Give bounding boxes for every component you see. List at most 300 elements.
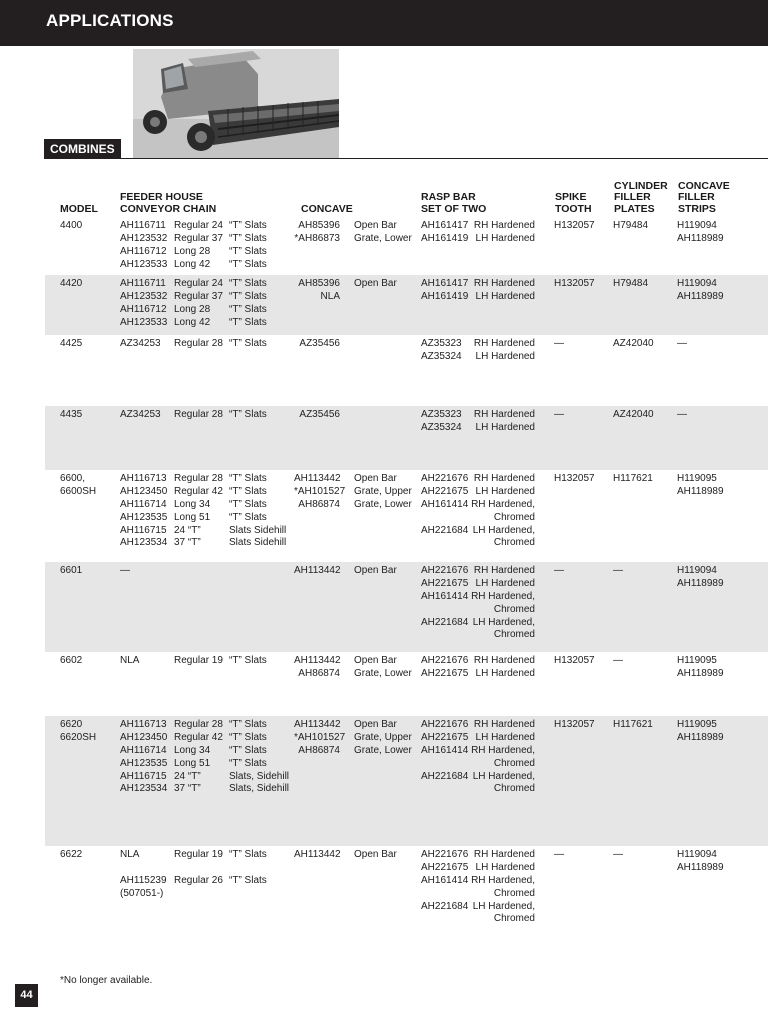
cell-line: Chromed (493, 603, 535, 615)
header-bar (0, 0, 768, 46)
cell-line: AH85396 (298, 278, 340, 289)
cell-line: 6602 (60, 655, 83, 666)
cell-concave-part (294, 849, 340, 862)
cell-line: AH115239 (120, 874, 167, 886)
cell-model (60, 338, 82, 351)
cell-line: Regular 42 (174, 485, 223, 497)
cell-line: Open Bar (354, 473, 397, 484)
cell-line: AH161414 (421, 744, 469, 756)
cell-line: AH123535 (120, 757, 168, 769)
cell-line: 6601 (60, 565, 83, 576)
cell-line (421, 629, 468, 642)
cell-line: Regular 24 (174, 278, 223, 289)
col-feeder-house: FEEDER HOUSE CONVEYOR CHAIN (120, 191, 217, 215)
cell-rasp-part (421, 849, 468, 926)
cell-line: Open Bar (354, 655, 397, 666)
cell-line: LH Hardened (475, 290, 535, 302)
cell-line: *AH86873 (294, 232, 340, 244)
cell-line: “T” Slats (229, 757, 267, 769)
cell-line (421, 512, 468, 525)
cell-feeder-part (120, 473, 167, 550)
cell-line: AH221676 (421, 719, 469, 730)
cell-line: AH161419 (421, 290, 469, 302)
footnote: *No longer available. (60, 975, 153, 986)
cell-line (421, 758, 468, 771)
cell-spike (554, 278, 595, 291)
cell-model (60, 565, 82, 578)
cell-line (229, 862, 267, 875)
cell-line: H119095 (677, 473, 717, 484)
cell-line: — (120, 565, 130, 576)
cell-line: Slats, Sidehill (229, 783, 290, 795)
cell-line: RH Hardened (473, 655, 535, 666)
cell-line: AH116712 (120, 303, 167, 315)
cell-line: Grate, Lower (354, 744, 412, 756)
cell-feeder-slat (229, 849, 267, 901)
page-number: 44 (15, 984, 38, 1007)
cell-line: “T” Slats (229, 744, 267, 756)
cell-line: — (554, 849, 564, 860)
cell-line: AH221684 (421, 616, 469, 628)
cell-line: “T” Slats (229, 874, 267, 886)
cell-line: Long 42 (174, 258, 211, 270)
cell-spike (554, 220, 595, 233)
cell-rasp-part (421, 409, 462, 435)
cell-spike (554, 473, 595, 486)
cell-line: RH Hardened (473, 473, 535, 484)
cell-line: Regular 24 (174, 220, 223, 231)
cell-model (60, 849, 82, 862)
cell-line: Open Bar (354, 220, 397, 231)
cell-line: “T” Slats (229, 278, 267, 289)
cell-line (174, 862, 223, 875)
cell-line: AH123534 (120, 537, 168, 549)
cell-rasp-desc (465, 565, 535, 642)
cell-line: Regular 37 (174, 290, 223, 302)
cell-line: AH123532 (120, 232, 168, 244)
cell-rasp-part (421, 473, 468, 550)
cell-spike (554, 409, 564, 422)
cell-concave-part (294, 565, 340, 578)
cell-concave-type (354, 473, 412, 512)
cell-line: AZ42040 (613, 409, 654, 420)
cell-line (174, 888, 223, 901)
table-row (45, 652, 768, 716)
cell-line: Regular 19 (174, 849, 223, 860)
cell-line: — (613, 849, 623, 860)
cell-line (229, 888, 267, 901)
cell-filler (677, 849, 724, 875)
cell-filler (677, 655, 724, 681)
cell-feeder-slat (229, 278, 267, 330)
table-row (45, 846, 768, 956)
cell-line: AH221675 (421, 731, 469, 743)
cell-line: AZ42040 (613, 338, 654, 349)
cell-line: AH221675 (421, 861, 469, 873)
cell-line: Long 28 (174, 303, 211, 315)
cell-line: Regular 26 (174, 874, 223, 886)
cell-line: AH221676 (421, 655, 469, 666)
cell-line: AH113442 (294, 655, 341, 666)
cell-filler (677, 565, 724, 591)
cell-line: — (554, 409, 564, 420)
cell-line: 4420 (60, 278, 83, 289)
cell-feeder-type (174, 220, 223, 272)
cell-line: LH Hardened (475, 667, 535, 679)
cell-line: AH161414 (421, 590, 469, 602)
cell-line: Long 51 (174, 757, 211, 769)
cell-line: RH Hardened (473, 409, 535, 420)
cell-line: 6622 (60, 849, 83, 860)
cell-line: AH221676 (421, 473, 469, 484)
cell-line: AZ35324 (421, 350, 462, 362)
cell-line: AZ35456 (299, 338, 340, 349)
cell-line: AH123533 (120, 316, 168, 328)
cell-spike (554, 849, 564, 862)
cell-feeder-part (120, 655, 139, 668)
table-row (45, 406, 768, 470)
cell-line: LH Hardened, (472, 900, 535, 912)
cell-concave-part (294, 278, 340, 304)
cell-line: AH116711 (120, 220, 166, 231)
cell-line: (507051-) (120, 887, 164, 899)
cell-concave-type (354, 220, 412, 246)
cell-line: RH Hardened (473, 278, 535, 289)
cell-line: LH Hardened, (472, 524, 535, 536)
cell-concave-part (294, 719, 346, 758)
cell-feeder-part (120, 220, 167, 272)
cell-rasp-desc (465, 719, 535, 796)
cell-line: Chromed (493, 887, 535, 899)
cell-filler (677, 409, 687, 422)
cell-line: 4400 (60, 220, 83, 231)
cell-line: “T” Slats (229, 511, 267, 523)
cell-line: 24 “T” (174, 770, 201, 782)
cell-feeder-slat (229, 338, 267, 351)
cell-line: — (677, 338, 687, 349)
cell-line: AH118989 (677, 485, 724, 497)
col-spike-tooth: SPIKE TOOTH (555, 191, 592, 215)
cell-line: AH221684 (421, 524, 469, 536)
cell-feeder-slat (229, 409, 267, 422)
cell-line: AH116711 (120, 278, 166, 289)
cell-line: H117621 (613, 719, 653, 730)
cell-rasp-desc (465, 473, 535, 550)
cell-line: Long 28 (174, 245, 211, 257)
cell-line: — (613, 565, 623, 576)
cell-line: AH161417 (421, 220, 469, 231)
cell-line: AH118989 (677, 731, 724, 743)
cell-line: H132057 (554, 278, 595, 289)
header-rule (44, 158, 768, 159)
cell-line: AZ35323 (421, 338, 462, 349)
cell-spike (554, 565, 564, 578)
cell-line: “T” Slats (229, 498, 267, 510)
cell-line: Grate, Lower (354, 232, 412, 244)
cell-line: RH Hardened (473, 338, 535, 349)
cell-line: *AH101527 (294, 731, 346, 743)
cell-cylinder (613, 565, 623, 578)
cell-line: RH Hardened (473, 849, 535, 860)
cell-line: 4425 (60, 338, 83, 349)
cell-feeder-type (174, 473, 223, 550)
cell-line: RH Hardened, (471, 498, 535, 510)
cell-line: AH86874 (298, 498, 340, 510)
table-row (45, 335, 768, 406)
cell-line: *AH101527 (294, 485, 346, 497)
cell-line: RH Hardened, (471, 744, 535, 756)
cell-line: AH221684 (421, 770, 469, 782)
cell-line: H132057 (554, 655, 595, 666)
cell-line: Long 34 (174, 498, 211, 510)
cell-rasp-desc (465, 849, 535, 926)
cell-line (120, 862, 167, 875)
cell-line: AH116712 (120, 245, 167, 257)
cell-rasp-desc (465, 220, 535, 246)
cell-line: AH116715 (120, 524, 167, 536)
table-row (45, 217, 768, 275)
cell-spike (554, 655, 595, 668)
cell-line: LH Hardened (475, 350, 535, 362)
col-concave: CONCAVE (301, 202, 353, 215)
cell-line: H132057 (554, 473, 595, 484)
cell-line: “T” Slats (229, 303, 267, 315)
cell-line: 6620SH (60, 731, 97, 743)
cell-line: AH113442 (294, 565, 341, 576)
cell-line: “T” Slats (229, 655, 267, 666)
cell-line: AH118989 (677, 577, 724, 589)
cell-line (421, 537, 468, 550)
cell-line: H79484 (613, 220, 649, 231)
cell-line: “T” Slats (229, 290, 267, 302)
cell-line: AH85396 (298, 220, 340, 231)
cell-line: AH123534 (120, 783, 168, 795)
cell-line: 37 “T” (174, 537, 201, 549)
cell-feeder-part (120, 719, 167, 796)
cell-line: Regular 19 (174, 655, 223, 666)
cell-line: Grate, Upper (354, 485, 412, 497)
cell-line: Chromed (493, 511, 535, 523)
cell-line: Open Bar (354, 278, 397, 289)
cell-line: — (554, 565, 564, 576)
cell-model (60, 409, 82, 422)
cell-line: Open Bar (354, 849, 397, 860)
cell-line: H132057 (554, 719, 595, 730)
cell-line: LH Hardened (475, 731, 535, 743)
cell-line: AH116714 (120, 498, 167, 510)
cell-model (60, 473, 96, 499)
cell-line: — (677, 409, 687, 420)
cell-feeder-part (120, 849, 167, 901)
cell-line: Chromed (493, 913, 535, 925)
cell-line: “T” Slats (229, 258, 267, 270)
cell-line: Regular 28 (174, 338, 223, 349)
cell-line: AZ34253 (120, 338, 161, 349)
cell-line: AZ35456 (299, 409, 340, 420)
cell-line: LH Hardened, (472, 616, 535, 628)
cell-line: H119095 (677, 719, 717, 730)
cell-filler (677, 719, 724, 745)
cell-line: H119094 (677, 849, 717, 860)
cell-line (421, 888, 468, 901)
cell-feeder-type (174, 338, 223, 351)
cell-line: AH113442 (294, 473, 341, 484)
cell-line: “T” Slats (229, 473, 267, 484)
cell-line: Regular 37 (174, 232, 223, 244)
cell-line: AH118989 (677, 290, 724, 302)
cell-line: RH Hardened (473, 220, 535, 231)
cell-cylinder (613, 409, 654, 422)
cell-line: Chromed (493, 757, 535, 769)
cell-concave-part (294, 655, 340, 681)
cell-line: AH86874 (298, 667, 340, 679)
cell-line: 6600SH (60, 485, 97, 497)
cell-concave-part (294, 220, 340, 246)
cell-feeder-part (120, 278, 167, 330)
cell-line (354, 291, 397, 304)
cell-model (60, 220, 82, 233)
cell-line: Chromed (493, 629, 535, 641)
cell-feeder-type (174, 278, 223, 330)
cell-line: H119094 (677, 278, 717, 289)
cell-line: Regular 28 (174, 719, 223, 730)
cell-line: Grate, Lower (354, 498, 412, 510)
cell-line: Long 51 (174, 511, 211, 523)
col-cylinder-filler: CYLINDER FILLER PLATES (614, 179, 668, 215)
cell-rasp-part (421, 278, 468, 304)
cell-rasp-part (421, 719, 468, 796)
cell-line: AH116715 (120, 770, 167, 782)
cell-line: AZ34253 (120, 409, 161, 420)
cell-feeder-part (120, 565, 130, 578)
cell-line: Regular 42 (174, 731, 223, 743)
cell-line: AH221675 (421, 667, 469, 679)
cell-line: NLA (120, 655, 140, 666)
cell-spike (554, 338, 564, 351)
cell-rasp-part (421, 565, 468, 642)
cell-line: Chromed (493, 783, 535, 795)
table-row (45, 716, 768, 846)
cell-line (421, 783, 468, 796)
cell-line: LH Hardened (475, 232, 535, 244)
cell-line: LH Hardened (475, 421, 535, 433)
cell-line: Slats, Sidehill (229, 770, 290, 782)
cell-feeder-type (174, 655, 223, 668)
cell-line: Open Bar (354, 719, 397, 730)
cell-cylinder (613, 719, 653, 732)
cell-line (421, 604, 468, 617)
cell-feeder-part (120, 409, 161, 422)
cell-line: AZ35323 (421, 409, 462, 420)
cell-rasp-desc (465, 278, 535, 304)
table-header (0, 180, 768, 216)
cell-cylinder (613, 220, 648, 233)
cell-line: AH161417 (421, 278, 469, 289)
cell-cylinder (613, 338, 654, 351)
cell-concave-part (294, 338, 340, 351)
cell-line: Long 42 (174, 316, 211, 328)
cell-model (60, 278, 82, 291)
combine-illustration (133, 49, 339, 158)
cell-cylinder (613, 849, 623, 862)
cell-line: H119094 (677, 565, 717, 576)
cell-line: Chromed (493, 537, 535, 549)
cell-line: LH Hardened, (472, 770, 535, 782)
cell-feeder-part (120, 338, 161, 351)
cell-concave-type (354, 719, 412, 758)
cell-concave-type (354, 655, 412, 681)
cell-line: “T” Slats (229, 232, 267, 244)
cell-line: AH116714 (120, 744, 167, 756)
cell-line: Regular 28 (174, 473, 223, 484)
cell-feeder-slat (229, 473, 286, 550)
cell-model (60, 719, 96, 745)
col-rasp-bar: RASP BAR SET OF TWO (421, 191, 487, 215)
cell-line: “T” Slats (229, 316, 267, 328)
cell-line: LH Hardened (475, 485, 535, 497)
cell-line: “T” Slats (229, 485, 267, 497)
cell-feeder-type (174, 719, 223, 796)
cell-model (60, 655, 82, 668)
cell-concave-part (294, 409, 340, 422)
cell-feeder-slat (229, 719, 289, 796)
section-tag-combines: COMBINES (44, 139, 121, 159)
cell-line: AH86874 (298, 744, 340, 756)
cell-rasp-part (421, 220, 468, 246)
cell-line: AH123535 (120, 511, 168, 523)
cell-line: AH118989 (677, 667, 724, 679)
cell-line: AH221684 (421, 900, 469, 912)
cell-line: Open Bar (354, 565, 397, 576)
cell-line: AH221675 (421, 485, 469, 497)
cell-line: Regular 28 (174, 409, 223, 420)
cell-line: AH113442 (294, 849, 341, 860)
cell-line: Grate, Upper (354, 731, 412, 743)
cell-rasp-desc (465, 338, 535, 364)
cell-feeder-slat (229, 655, 267, 668)
cell-line: RH Hardened, (471, 874, 535, 886)
cell-line: AH116713 (120, 719, 167, 730)
cell-concave-type (354, 278, 397, 304)
cell-cylinder (613, 473, 653, 486)
cell-filler (677, 278, 724, 304)
cell-line: Slats Sidehill (229, 524, 287, 536)
cell-line: NLA (120, 849, 140, 860)
table-row (45, 470, 768, 562)
cell-line: AH113442 (294, 719, 341, 730)
cell-line: AH123450 (120, 731, 168, 743)
cell-feeder-slat (229, 220, 267, 272)
cell-rasp-desc (465, 409, 535, 435)
cell-line: AH161414 (421, 874, 469, 886)
cell-line: Slats Sidehill (229, 537, 287, 549)
cell-line: LH Hardened (475, 861, 535, 873)
cell-line: 37 “T” (174, 783, 201, 795)
cell-line: 4435 (60, 409, 83, 420)
cell-line: AH123533 (120, 258, 168, 270)
cell-line: H119094 (677, 220, 717, 231)
cell-line: LH Hardened (475, 577, 535, 589)
cell-filler (677, 220, 724, 246)
cell-line: AZ35324 (421, 421, 462, 433)
cell-line: AH221675 (421, 577, 469, 589)
cell-line: 24 “T” (174, 524, 201, 536)
cell-line: “T” Slats (229, 220, 267, 231)
cell-line: AH116713 (120, 473, 167, 484)
cell-line: 6600, (60, 473, 86, 484)
cell-line: H132057 (554, 220, 595, 231)
page-title: APPLICATIONS (46, 11, 174, 30)
